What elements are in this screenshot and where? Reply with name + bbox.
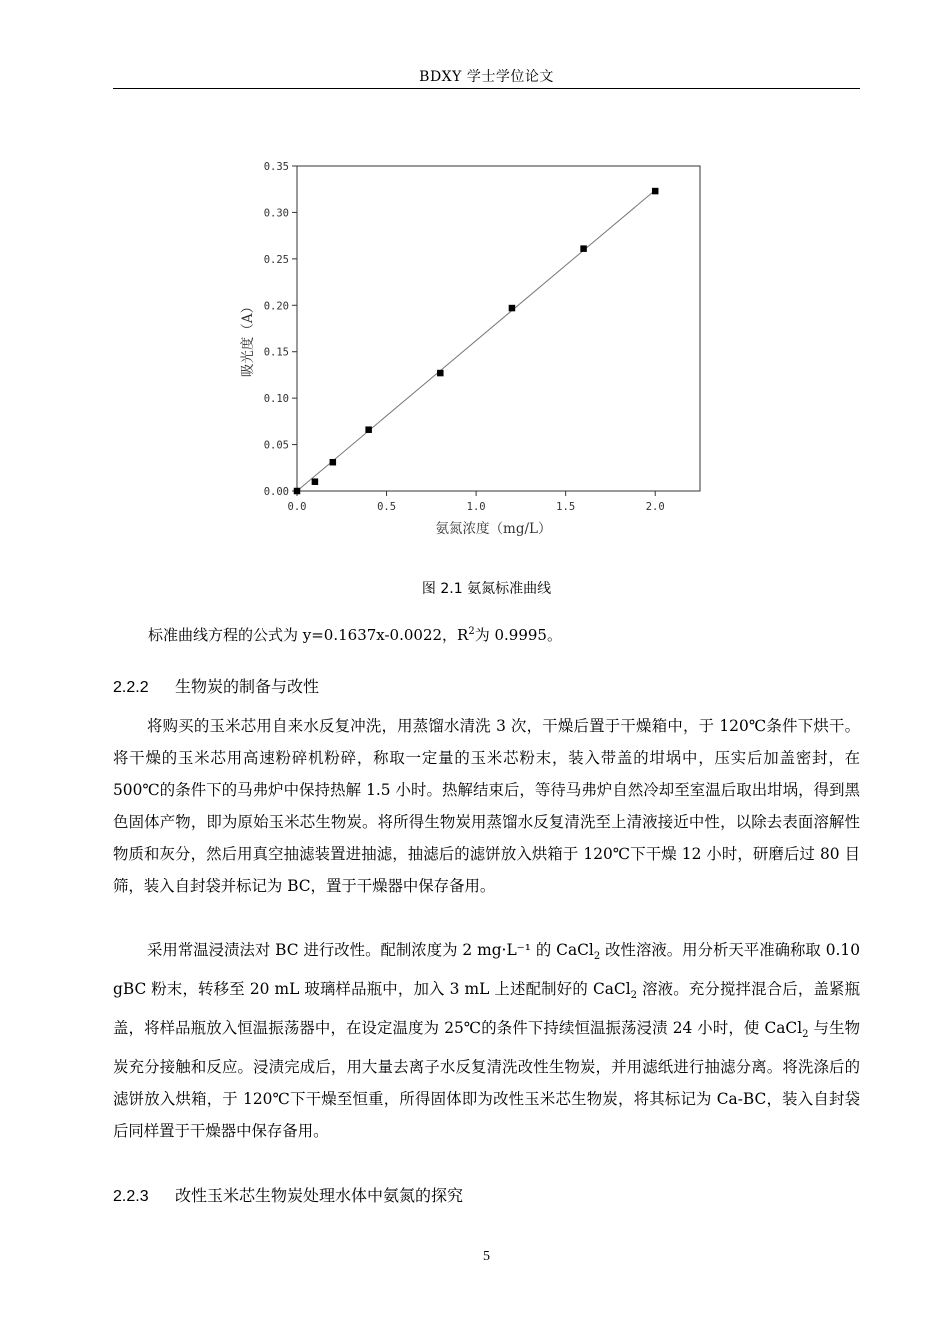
paragraph-text: 将购买的玉米芯用自来水反复冲洗，用蒸馏水清洗 3 次，干燥后置于干燥箱中，于 120℃条件下烘干。将干燥的玉米芯用高速粉碎机粉碎，称取一定量的玉米芯粉末，装入带盖的坩埚中，压实后加盖密封，在 500℃的条件下的马弗炉中保持热解 1.5 小时。热解结束后，等待马弗炉自然冷却至室温后取出坩埚，得到黑色固体产物，即为原始玉米芯生物炭。将所得生物炭用蒸馏水反复清洗至上清液接近中性，以除去表面溶解性物质和灰分，然后用真空抽滤装置进抽滤，抽滤后的滤饼放入烘箱于 120℃下干燥 12 小时，研磨后过 80 目筛，装入自封袋并标记为 BC，置于干燥器中保存备用。	[113, 717, 860, 895]
section-heading-2-2-3	[113, 1183, 463, 1206]
x-tick-label: 0.5	[377, 501, 397, 513]
figure-caption: 图 2.1 氨氮标准曲线	[421, 581, 552, 597]
data-point	[580, 245, 587, 252]
fit-line	[297, 190, 655, 491]
text-run: 溶液。充分搅拌混合后，盖紧瓶盖，将样品瓶放入恒温振荡器中，在设定温度为 25℃的条件下持续恒温振荡浸渍 24 小时，使 CaCl	[113, 980, 860, 1038]
formula-suffix: 为 0.9995。	[474, 626, 562, 644]
data-point	[652, 188, 659, 195]
y-tick-label: 0.15	[263, 346, 289, 359]
data-point	[330, 459, 337, 466]
formula-superscript: 2	[468, 626, 475, 637]
subscript: 2	[593, 951, 601, 963]
section-title: 生物炭的制备与改性	[175, 677, 320, 696]
data-point	[312, 478, 319, 485]
section-heading-2-2-2	[113, 674, 319, 697]
x-tick-label: 1.5	[556, 501, 576, 513]
paragraph-text-2	[113, 934, 860, 1147]
x-tick-label: 1.0	[466, 501, 486, 513]
section-number: 2.2.2	[113, 679, 149, 696]
header-rule	[113, 88, 860, 89]
y-tick-label: 0.35	[263, 161, 289, 173]
page-number: 5	[483, 1249, 490, 1264]
y-tick-label: 0.05	[263, 439, 289, 452]
y-tick-label: 0.25	[263, 253, 289, 266]
x-tick-label: 2.0	[645, 501, 665, 513]
y-tick-label: 0.00	[263, 486, 289, 498]
data-point	[294, 488, 301, 495]
data-point	[437, 370, 444, 377]
y-tick-label: 0.30	[263, 207, 289, 220]
text-run: 与生物炭充分接触和反应。浸渍完成后，用大量去离子水反复清洗改性生物炭，并用滤纸进行抽滤分离。将洗涤后的滤饼放入烘箱，于 120℃下干燥至恒重，所得固体即为改性玉米芯生物炭，将其标记为 Ca-BC，装入自封袋后同样置于干燥器中保存备用。	[113, 1019, 860, 1141]
subscript: 2	[802, 1029, 809, 1041]
text-run: 改性溶液。用分析天平准确称取 0.10 gBC 粉末，转移至 20 mL 玻璃样品瓶中，加入 3 mL 上述配制好的 CaCl	[113, 941, 860, 999]
text-run: 采用常温浸渍法对 BC 进行改性。配制浓度为 2 mg·L⁻¹ 的 CaCl	[147, 941, 594, 959]
y-axis-title: 吸光度（A）	[240, 299, 256, 378]
data-point	[509, 305, 516, 312]
data-point	[365, 426, 372, 433]
formula-text: 标准曲线方程的公式为 y=0.1637x-0.0022，R	[148, 626, 469, 644]
section-number: 2.2.3	[113, 1188, 149, 1205]
calibration-chart	[230, 150, 720, 550]
subscript: 2	[630, 990, 638, 1002]
paragraph-preparation	[113, 710, 860, 902]
x-axis-title: 氨氮浓度（mg/L）	[435, 521, 552, 537]
section-title: 改性玉米芯生物炭处理水体中氨氮的探究	[175, 1186, 464, 1205]
y-tick-label: 0.20	[263, 300, 289, 313]
running-header: BDXY 学士学位论文	[419, 69, 554, 85]
plot-frame	[297, 166, 700, 491]
paragraph-modification	[113, 934, 860, 1147]
x-tick-label: 0.0	[287, 501, 307, 513]
formula-line	[148, 624, 562, 645]
y-tick-label: 0.10	[263, 393, 289, 406]
